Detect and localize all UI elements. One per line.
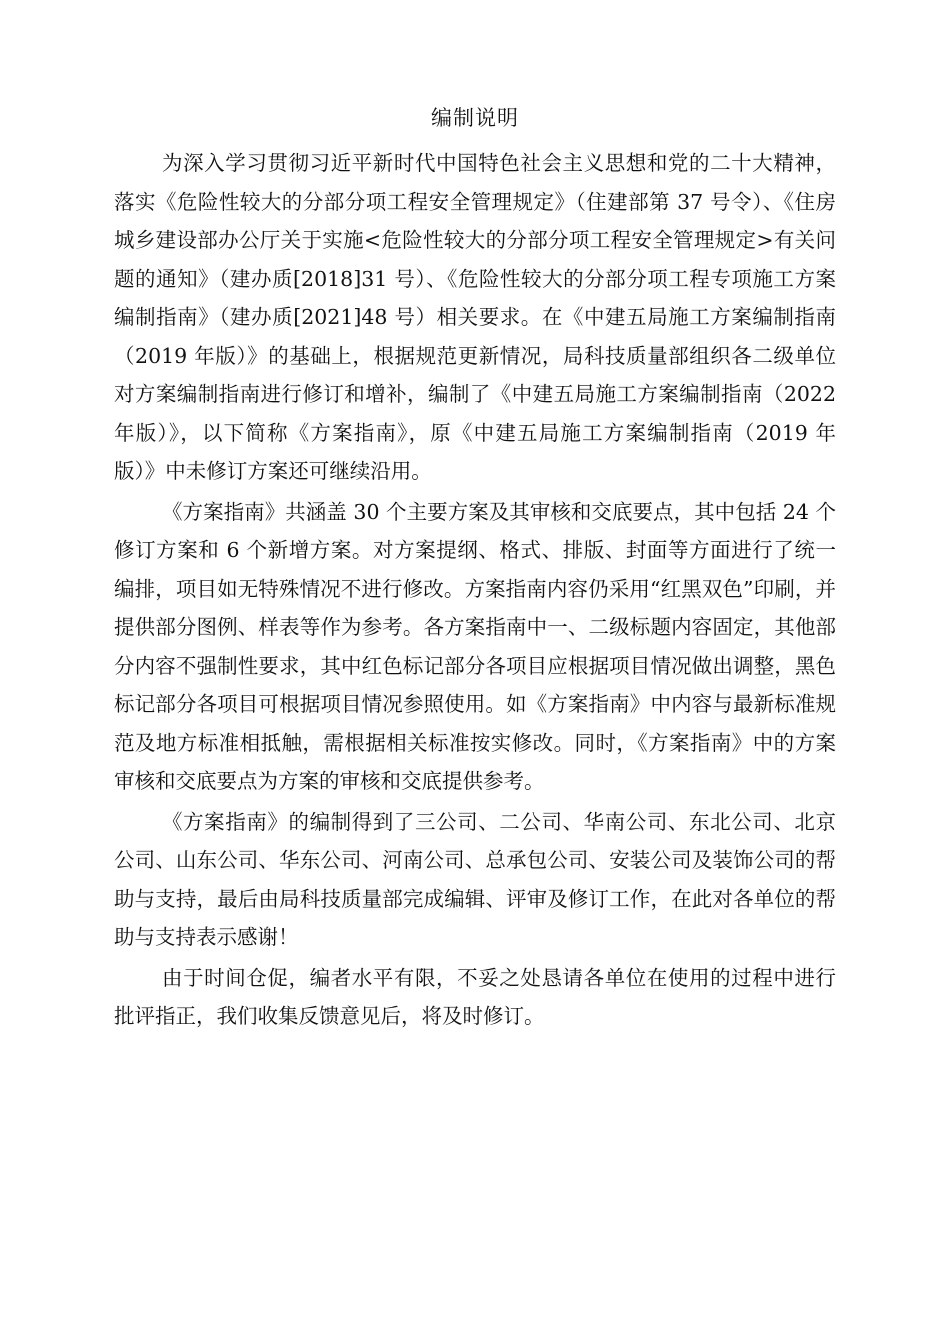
- paragraph-acknowledgement: 《方案指南》的编制得到了三公司、二公司、华南公司、东北公司、北京公司、山东公司、华东公司、河南公司、总承包公司、安装公司及装饰公司的帮助与支持，最后由局科技质量部完成编辑、评审及修订工作，在此对各单位的帮助与支持表示感谢！: [114, 809, 836, 949]
- paragraph-intro: 为深入学习贯彻习近平新时代中国特色社会主义思想和党的二十大精神，落实《危险性较大的分部分项工程安全管理规定》（住建部第 37 号令）、《住房城乡建设部办公厅关于实施<危险性较大的分部分项工程安全管理规定>有关问题的通知》（建办质[2018]31 号）、《危险性较大的分部分项工程专项施工方案编制指南》（建办质[2021]48 号）相关要求。在《中建五局施工方案编制指南（2019 年版）》的基础上，根据规范更新情况，局科技质量部组织各二级单位对方案编制指南进行修订和增补，编制了《中建五局施工方案编制指南（2022 年版）》，以下简称《方案指南》，原《中建五局施工方案编制指南（2019 年版）》中未修订方案还可继续沿用。: [114, 151, 836, 483]
- paragraph-scope: 《方案指南》共涵盖 30 个主要方案及其审核和交底要点，其中包括 24 个修订方案和 6 个新增方案。对方案提纲、格式、排版、封面等方面进行了统一编排，项目如无特殊情况不进行修改。方案指南内容仍采用“红黑双色”印刷，并提供部分图例、样表等作为参考。各方案指南中一、二级标题内容固定，其他部分内容不强制性要求，其中红色标记部分各项目应根据项目情况做出调整，黑色标记部分各项目可根据项目情况参照使用。如《方案指南》中内容与最新标准规范及地方标准相抵触，需根据相关标准按实修改。同时，《方案指南》中的方案审核和交底要点为方案的审核和交底提供参考。: [114, 499, 836, 793]
- document-body: [114, 144, 836, 1038]
- page-title: 编制说明: [431, 106, 519, 130]
- paragraph-closing: 由于时间仓促，编者水平有限，不妥之处恳请各单位在使用的过程中进行批评指正，我们收集反馈意见后，将及时修订。: [114, 965, 836, 1028]
